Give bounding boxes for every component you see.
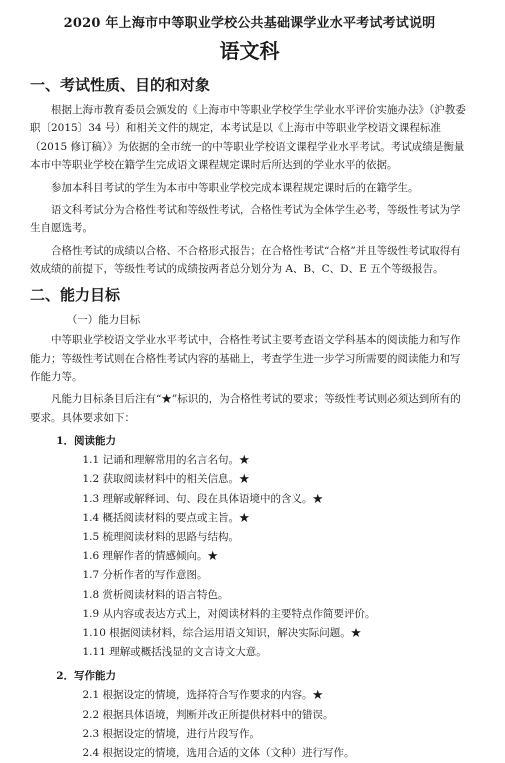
writing-list [30,686,469,763]
section-heading-1: 一、考试性质、目的和对象 [30,76,211,94]
list-item: 1.6 理解作者的情感倾向。★ [82,550,219,563]
category-heading-writing: 2．写作能力 [56,670,117,683]
list-item: 2.3 根据设定的情境，进行片段写作。 [82,727,261,740]
list-item: 1.10 根据阅读材料，综合运用语文知识，解决实际问题。★ [82,627,362,640]
paragraph: 合格性考试的成绩以合格、不合格形式报告；在合格性考试“合格”并且等级性考试取得有效成绩的前提下，等级性考试的成绩按两者总分划分为 A、B、C、D、E 五个等级报告。 [30,244,461,275]
paragraph: 根据上海市教育委员会颁发的《上海市中等职业学校学生学业水平评价实施办法》（沪教委职〔2015〕34 号）和相关文件的规定，本考试是以《上海市中等职业学校语文课程标准（2015 修订稿）》为依据的全市统一的中等职业学校语文课程学业水平考试。考试成绩是衡量本市中等职业学校在籍学生完成语文课程规定课时后所达到的学业水平的依据。 [30,104,466,172]
list-item: 1.9 从内容或表达方式上，对阅读材料的主要特点作简要评价。 [82,607,376,620]
reading-list [30,451,469,662]
document-title: 2020 年上海市中等职业学校公共基础课学业水平考试考试说明 [63,16,436,31]
subject-title: 语文科 [219,39,280,63]
paragraph: 中等职业学校语文学业水平考试中，合格性考试主要考查语文学科基本的阅读能力和写作能力；等级性考试则在合格性考试内容的基础上，考查学生进一步学习所需要的阅读能力和写作能力等。 [30,334,461,384]
list-item: 1.8 赏析阅读材料的语言特色。 [82,588,229,601]
list-item: 1.4 概括阅读材料的要点或主旨。★ [82,511,250,524]
list-item: 1.11 理解或概括浅显的文言诗文大意。 [82,646,267,659]
paragraph: 凡能力目标条目后注有“★”标识的，为合格性考试的要求；等级性考试则必须达到所有的要求。具体要求如下： [30,393,461,424]
list-item: 1.7 分析作者的写作意图。 [82,569,208,582]
section-heading-2: 二、能力目标 [30,286,121,305]
subsection-heading: （一）能力目标 [66,314,141,327]
paragraph: 参加本科目考试的学生为本市中等职业学校完成本课程规定课时后的在籍学生。 [51,181,419,194]
list-item: 1.5 梳理阅读材料的思路与结构。 [82,531,240,543]
list-item: 2.2 根据具体语境，判断并改正所提供材料中的错误。 [82,708,334,721]
list-item: 2.4 根据设定的情境，选用合适的文体（文种）进行写作。 [82,747,355,760]
list-item: 1.3 理解或解释词、句、段在具体语境中的含义。★ [82,492,324,505]
list-item: 1.2 获取阅读材料中的相关信息。★ [82,473,250,486]
paragraph: 语文科考试分为合格性考试和等级性考试，合格性考试为全体学生必考，等级性考试为学生自愿选考。 [30,203,461,235]
list-item: 1.1 记诵和理解常用的名言名句。★ [82,454,250,467]
list-item: 2.1 根据设定的情境，选择符合写作要求的内容。★ [82,689,324,702]
category-heading-reading: 1．阅读能力 [56,435,117,448]
